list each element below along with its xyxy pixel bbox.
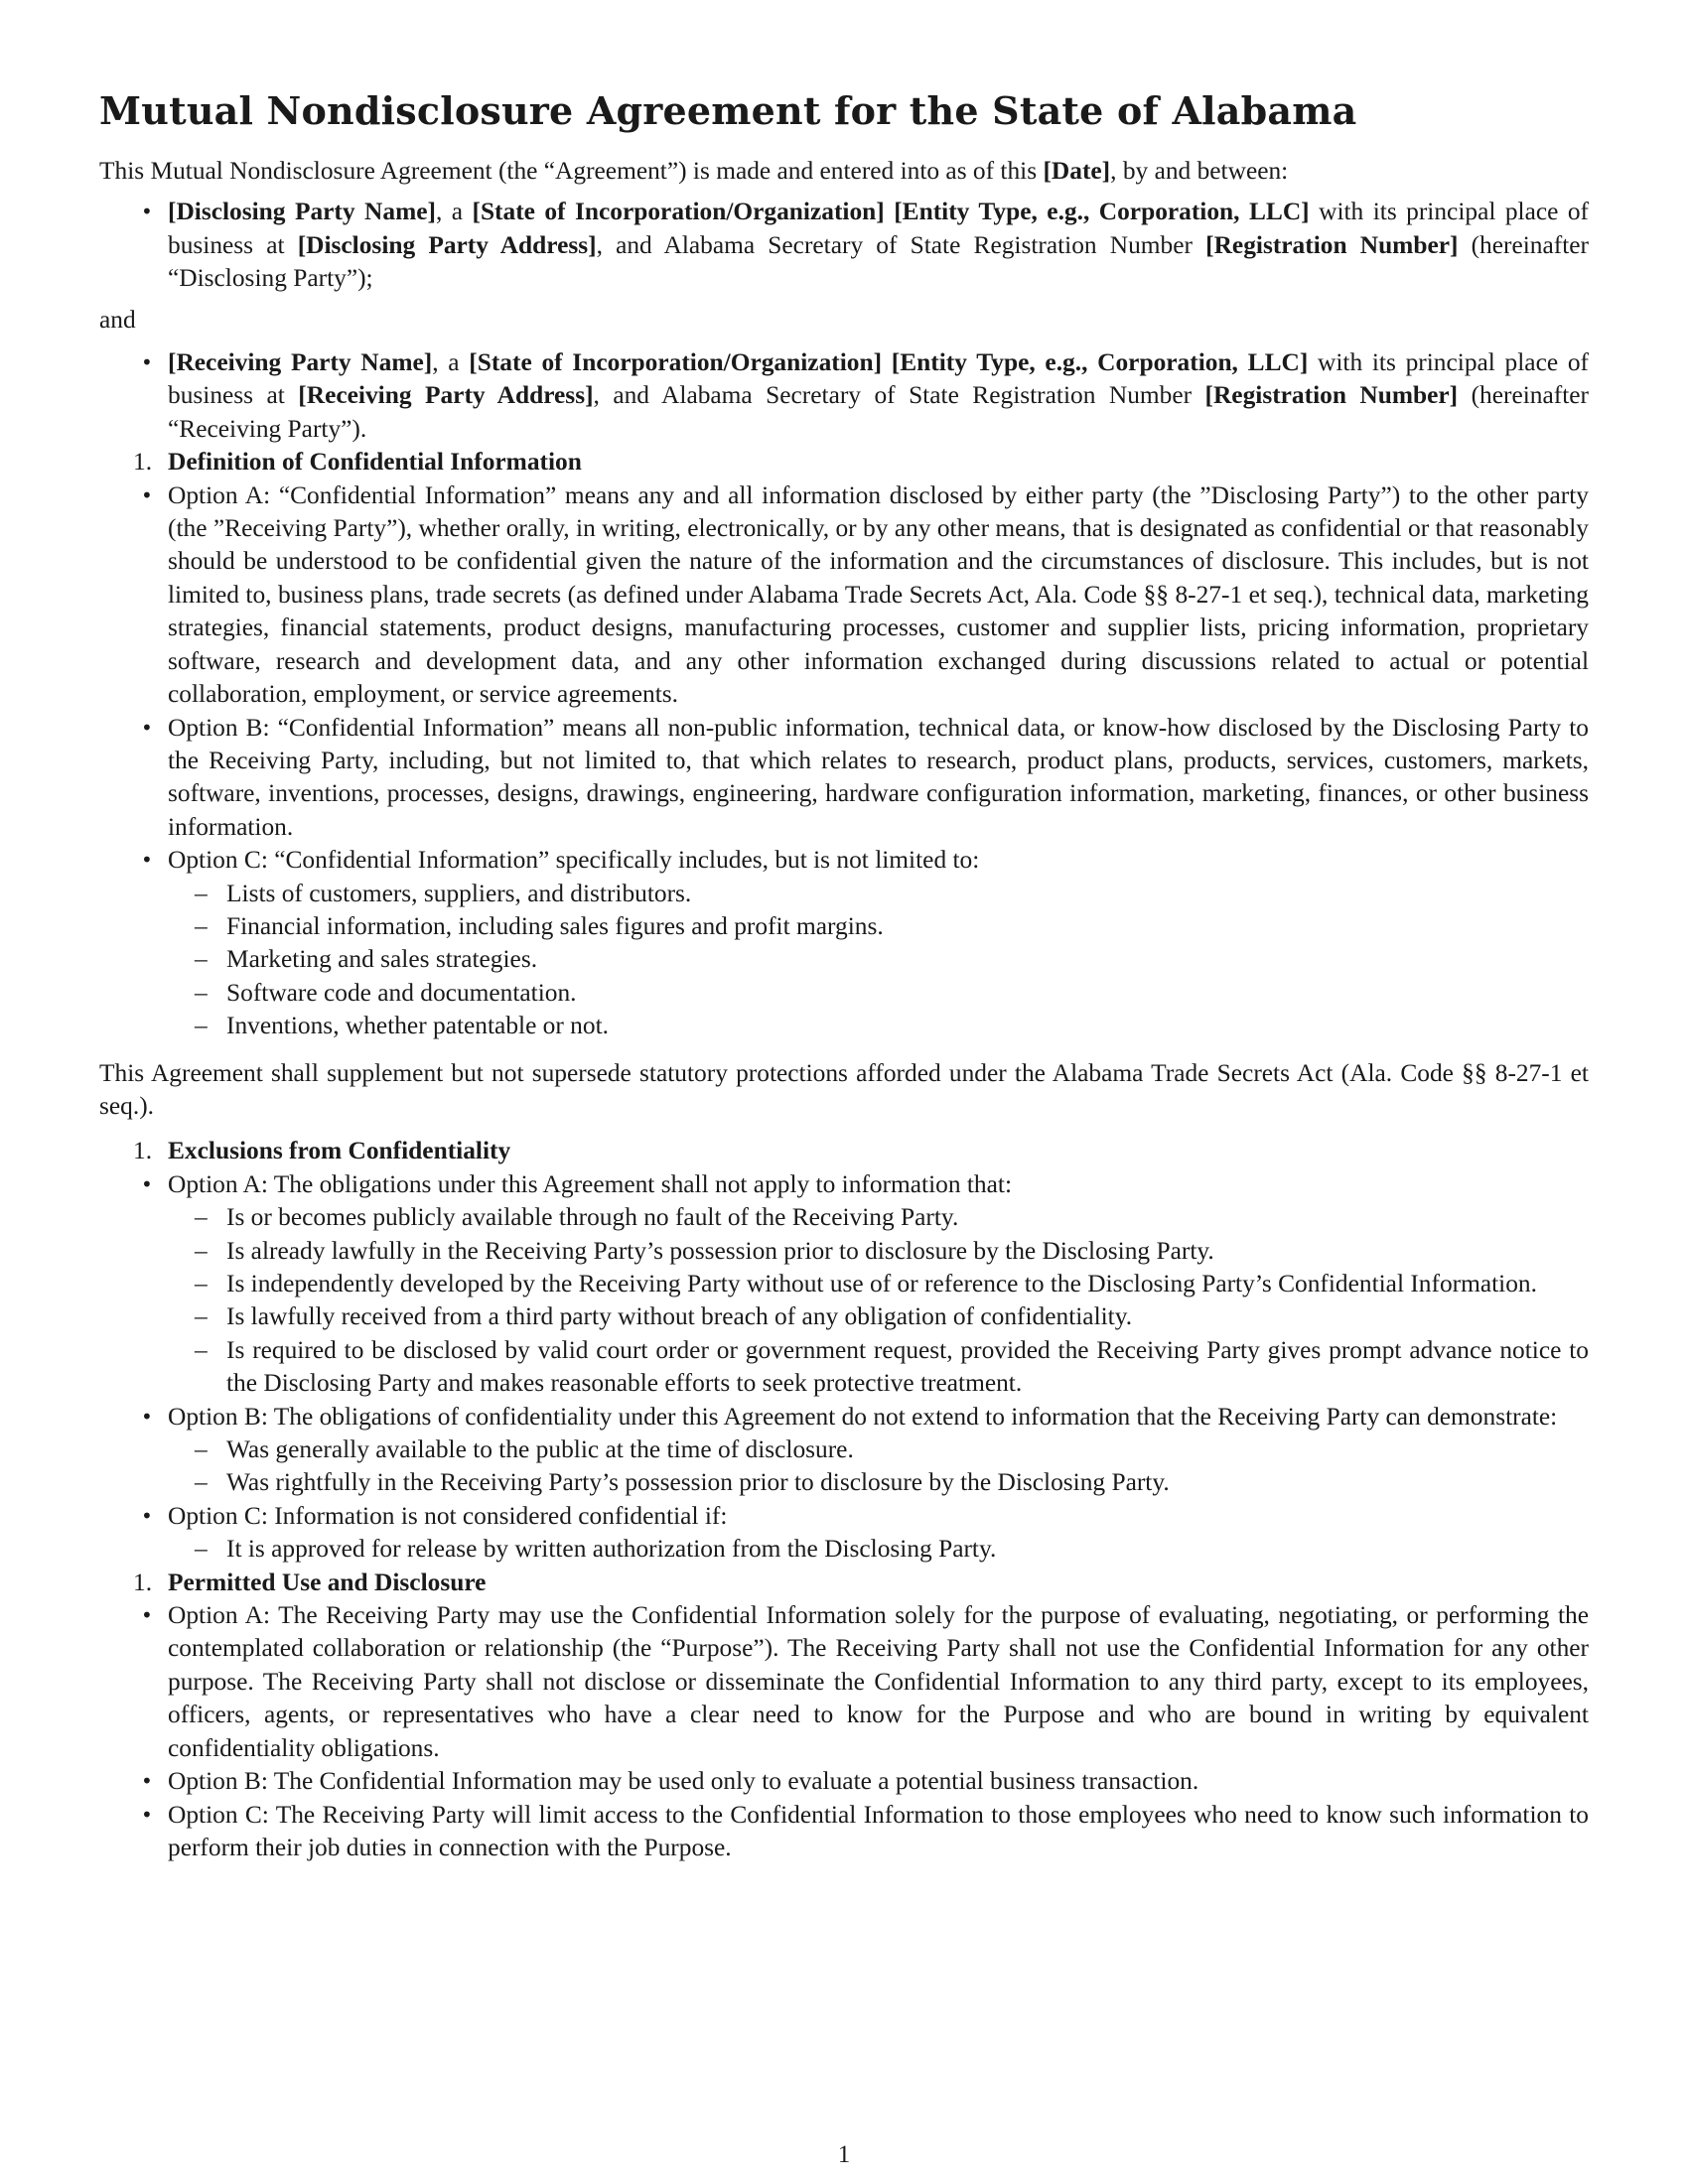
section-heading-definition <box>99 446 1589 478</box>
option-item <box>99 1500 1589 1567</box>
sub-item: – Is required to be disclosed by valid court order or government request, provided the Receiving Party gives prompt advance notice to the Disclosing Party and makes reasonable efforts to seek protective treatment. <box>166 1334 1589 1401</box>
disclosing-party-state: [State of Incorporation/Organization] <box>472 198 885 226</box>
disclosing-party-entity-type: [Entity Type, e.g., Corporation, LLC] <box>894 198 1310 226</box>
text-fragment: , a <box>432 348 470 377</box>
sub-list <box>168 1433 1589 1500</box>
section-number: 1. <box>133 1568 153 1596</box>
text-fragment: , and Alabama Secretary of State Registration Number <box>593 381 1205 410</box>
sub-item: – Software code and documentation. <box>166 977 1589 1010</box>
option-text: Option B: The obligations of confidentiality under this Agreement do not extend to information that the Receiving Party can demonstrate: <box>168 1402 1558 1431</box>
text-fragment: (hereinafter “Disclosing Party”); <box>168 230 1590 293</box>
text-fragment: , a <box>435 198 473 226</box>
sub-item: – Marketing and sales strategies. <box>166 943 1589 976</box>
option-item <box>99 1168 1589 1401</box>
intro-text: This Mutual Nondisclosure Agreement (the “Agreement”) is made and entered into as of this <box>99 157 1044 185</box>
section-number: 1. <box>133 1137 153 1165</box>
receiving-party-entry <box>99 346 1589 446</box>
text-fragment <box>885 198 894 225</box>
text-fragment <box>882 348 892 376</box>
disclosing-party-entry <box>99 196 1589 295</box>
sub-item: – Is lawfully received from a third party without breach of any obligation of confidentiality. <box>166 1300 1589 1333</box>
sub-item: – Is independently developed by the Receiving Party without use of or reference to the Disclosing Party’s Confidential Information. <box>166 1268 1589 1300</box>
option-text: Option A: The obligations under this Agreement shall not apply to information that: <box>168 1169 1013 1198</box>
exclusion-options <box>99 1168 1589 1567</box>
section-heading-permitted-use <box>99 1567 1589 1599</box>
receiving-party-address: [Receiving Party Address] <box>298 381 594 410</box>
intro-paragraph <box>99 155 1589 188</box>
sub-item: – Inventions, whether patentable or not. <box>166 1010 1589 1042</box>
page-number: 1 <box>837 2141 851 2168</box>
disclosing-party-name: [Disclosing Party Name] <box>168 198 436 226</box>
receiving-party-registration: [Registration Number] <box>1204 381 1459 410</box>
option-text: Option C: “Confidential Information” specifically includes, but is not limited to: <box>168 846 980 875</box>
section-heading-item <box>99 446 1589 478</box>
date-placeholder: [Date] <box>1043 157 1111 185</box>
sub-item: – Is already lawfully in the Receiving Party’s possession prior to disclosure by the Disclosing Party. <box>166 1235 1589 1268</box>
text-fragment: with its principal place of business at <box>168 348 1589 410</box>
party-list-1 <box>99 196 1589 295</box>
text-fragment: (hereinafter “Receiving Party”). <box>168 381 1589 443</box>
text-fragment: , and Alabama Secretary of State Registration Number <box>596 230 1206 259</box>
disclosing-party-registration: [Registration Number] <box>1205 230 1459 259</box>
party-list-2 <box>99 346 1589 446</box>
disclosing-party-address: [Disclosing Party Address] <box>297 230 597 259</box>
sub-list <box>168 878 1589 1043</box>
option-item: • Option A: The Receiving Party may use the Confidential Information solely for the purpose of evaluating, negotiating, or performing the contemplated collaboration or relationship (the “Purpose”). The Receiving Party shall not use the Confidential Information for any other purpose. The Receiving Party shall not disclose or disseminate the Confidential Information to any third party, except to its employees, officers, agents, or representatives who have a clear need to know for the Purpose and who are bound in writing by equivalent confidentiality obligations. <box>99 1599 1589 1765</box>
section-heading-item <box>99 1567 1589 1599</box>
text-fragment: with its principal place of business at <box>168 198 1590 259</box>
receiving-party-entity-type: [Entity Type, e.g., Corporation, LLC] <box>891 348 1309 377</box>
section-heading-item <box>99 1135 1589 1167</box>
sub-list <box>168 1201 1589 1400</box>
section-heading-text: Permitted Use and Disclosure <box>168 1568 487 1596</box>
option-item <box>99 1401 1589 1500</box>
sub-item: – Lists of customers, suppliers, and distributors. <box>166 878 1589 910</box>
option-item: • Option C: The Receiving Party will limit access to the Confidential Information to those employees who need to know such information to perform their job duties in connection with the Purpose. <box>99 1799 1589 1865</box>
sub-item: – Was generally available to the public at the time of disclosure. <box>166 1433 1589 1466</box>
definition-options <box>99 479 1589 1043</box>
supplement-paragraph: This Agreement shall supplement but not supersede statutory protections afforded under the Alabama Trade Secrets Act (Ala. Code §§ 8-27-1 et seq.). <box>99 1058 1589 1120</box>
sub-item: – It is approved for release by written authorization from the Disclosing Party. <box>166 1533 1589 1566</box>
option-item <box>99 844 1589 1042</box>
option-item: • Option B: “Confidential Information” means all non-public information, technical data, or know-how disclosed by the Disclosing Party to the Receiving Party, including, but not limited to, that which relates to research, product plans, products, services, customers, markets, software, inventions, processes, designs, drawings, engineering, hardware configuration information, marketing, finances, or other business information. <box>99 712 1589 845</box>
sub-list <box>168 1533 1589 1566</box>
option-item: • Option B: The Confidential Information may be used only to evaluate a potential business transaction. <box>99 1765 1589 1798</box>
and-connector: and <box>99 305 136 334</box>
intro-text-end: , by and between: <box>1110 157 1289 185</box>
sub-item: – Is or becomes publicly available through no fault of the Receiving Party. <box>166 1201 1589 1234</box>
section-heading-text: Definition of Confidential Information <box>168 448 582 477</box>
sub-item: – Was rightfully in the Receiving Party’s possession prior to disclosure by the Disclosing Party. <box>166 1466 1589 1499</box>
section-number: 1. <box>133 448 153 477</box>
receiving-party-name: [Receiving Party Name] <box>168 348 433 377</box>
sub-item: – Financial information, including sales figures and profit margins. <box>166 910 1589 943</box>
option-item: • Option A: “Confidential Information” means any and all information disclosed by either party (the ”Disclosing Party”) to the other party (the ”Receiving Party”), whether orally, in writing, electronically, or by any other means, that is designated as confidential or that reasonably should be understood to be confidential given the nature of the information and the circumstances of disclosure. This includes, but is not limited to, business plans, trade secrets (as defined under Alabama Trade Secrets Act, Ala. Code §§ 8-27-1 et seq.), technical data, marketing strategies, financial statements, product designs, manufacturing processes, customer and supplier lists, pricing information, proprietary software, research and development data, and any other information exchanged during discussions related to actual or potential collaboration, employment, or service agreements. <box>99 479 1589 712</box>
page-title: Mutual Nondisclosure Agreement for the State of Alabama <box>99 88 1357 133</box>
option-text: Option C: Information is not considered confidential if: <box>168 1501 728 1530</box>
section-heading-exclusions <box>99 1135 1589 1167</box>
permitted-use-options <box>99 1599 1589 1864</box>
section-heading-text: Exclusions from Confidentiality <box>168 1137 511 1165</box>
receiving-party-state: [State of Incorporation/Organization] <box>469 348 883 377</box>
